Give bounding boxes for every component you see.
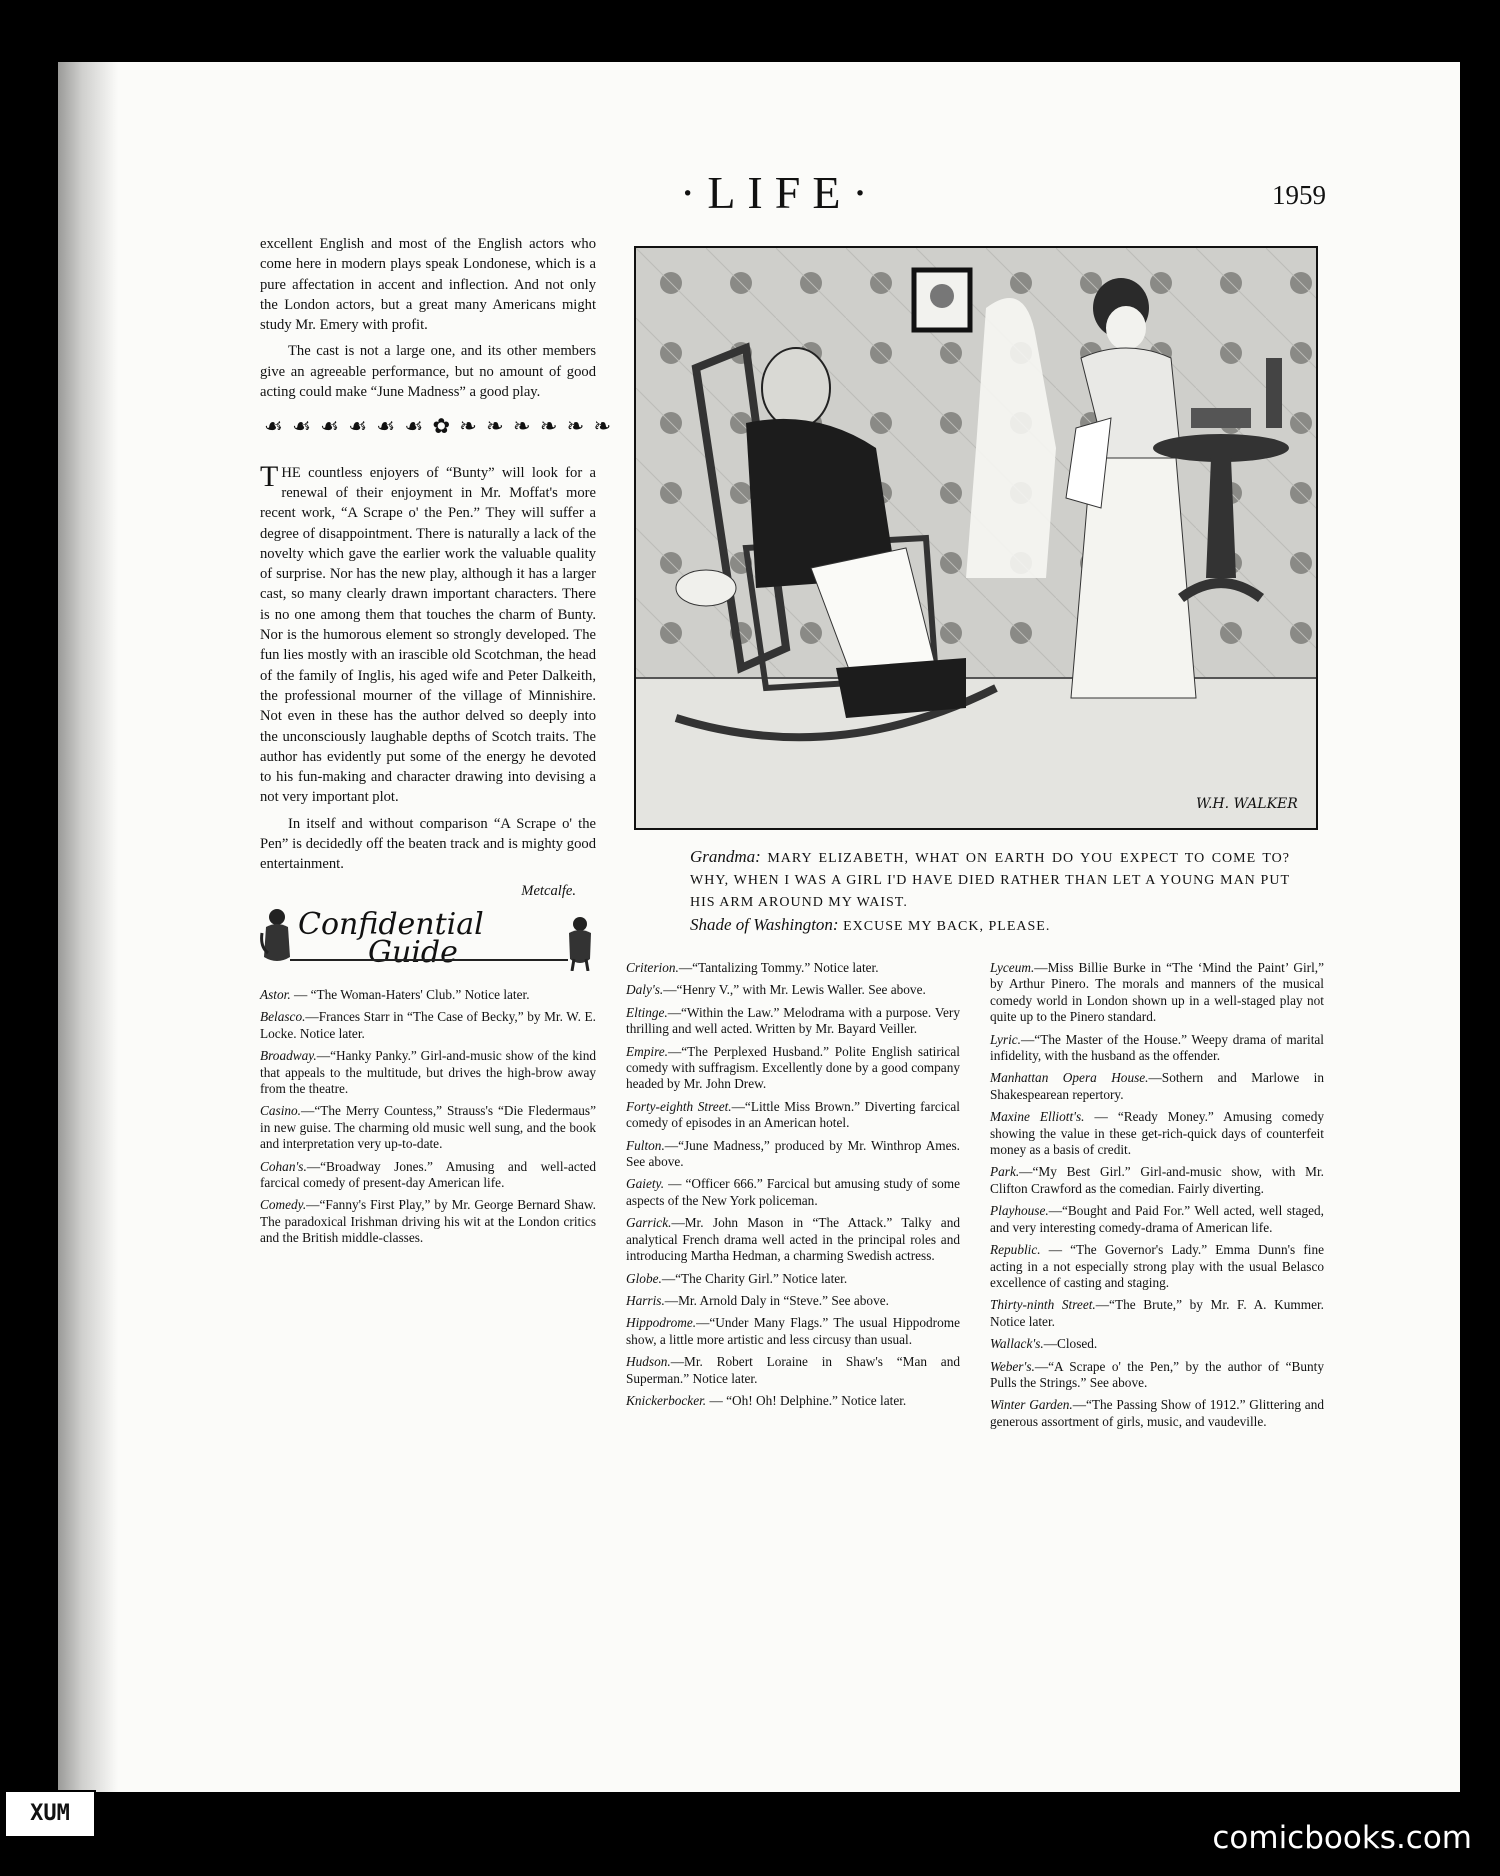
theatre-name: Republic. — [990, 1242, 1041, 1258]
guide-entry — [626, 1176, 960, 1209]
guide-entry — [626, 1215, 960, 1264]
entry-text: —“Hanky Panky.” Girl-and-music show of the kind that appeals to the multitude, but drives the high-brow away from the theatre. — [260, 1048, 596, 1096]
theatre-name: Criterion. — [626, 960, 679, 975]
guide-entry — [990, 1203, 1324, 1236]
column-review — [260, 234, 614, 1253]
entry-text: — “The Governor's Lady.” Emma Dunn's fine acting in a not especially strong play with the usual Belasco excellence of casting and staging. — [990, 1242, 1324, 1290]
page-number: 1959 — [1272, 180, 1326, 210]
review-paragraph: The cast is not a large one, and its other members give an agreeable performance, but no amount of good acting could make “June Madness” a good play. — [260, 343, 596, 401]
entry-text: —“My Best Girl.” Girl-and-music show, with Mr. Clifton Crawford as the comedian. Fairly diverting. — [990, 1164, 1324, 1196]
theatre-name: Thirty-ninth Street. — [990, 1297, 1096, 1313]
guide-entry — [626, 1315, 960, 1348]
guide-entry — [260, 987, 596, 1003]
masthead-title: ·LIFE· — [680, 167, 880, 218]
site-watermark: comicbooks.com — [1212, 1820, 1472, 1856]
guide-entry — [990, 1032, 1324, 1065]
theatre-name: Maxine Elliott's. — [990, 1109, 1085, 1125]
theatre-name: Broadway. — [260, 1048, 317, 1064]
cherub-left-icon — [260, 907, 294, 969]
guide-entry — [626, 1271, 960, 1287]
theatre-name: Lyric. — [990, 1031, 1021, 1047]
guide-entry — [990, 960, 1324, 1026]
guide-entry — [626, 982, 960, 998]
ornament-divider: ☙ ☙ ☙ ☙ ☙ ☙ ✿ ❧ ❧ ❧ ❧ ❧ ❧ — [264, 414, 614, 439]
entry-text: —“A Scrape o' the Pen,” by the author of “Bunty Pulls the Strings.” See above. — [990, 1358, 1324, 1390]
entry-text: —“Little Miss Brown.” Diverting farcical comedy of episodes in an American hotel. — [626, 1098, 960, 1131]
guide-title-line2: Guide — [368, 934, 458, 970]
theatre-name: Cohan's. — [260, 1158, 307, 1174]
bunty-paragraph: In itself and without comparison “A Scrape o' the Pen” is decidedly off the beaten track and is mighty good entertainment. — [260, 815, 596, 873]
entry-text: —Miss Billie Burke in “The ‘Mind the Paint’ Girl,” by Arthur Pinero. The morals and manners of the musical comedy world in London shown up in a well-staged play not quite up to the Pinero standard. — [990, 960, 1324, 1025]
theatre-name: Knickerbocker. — [626, 1392, 707, 1408]
theatre-name: Daly's. — [626, 982, 664, 998]
guide-entry — [626, 1293, 960, 1309]
theatre-name: Globe. — [626, 1270, 662, 1286]
entry-text: —“The Perplexed Husband.” Polite English satirical comedy with suffragism. Excellently done by a good company headed by Mr. John Drew. — [626, 1043, 960, 1092]
entry-text: — “The Woman-Haters' Club.” Notice later. — [290, 986, 530, 1002]
theatre-name: Belasco. — [260, 1009, 306, 1025]
guide-entry — [626, 1099, 960, 1132]
entry-text: —“Bought and Paid For.” Well acted, well staged, and very interesting comedy-drama of American life. — [990, 1203, 1324, 1235]
entry-text: —Mr. John Mason in “The Attack.” Talky and analytical French drama well acted in the principal roles and introducing Martha Hedman, a charming Swedish actress. — [626, 1215, 960, 1264]
entry-text: — “Oh! Oh! Delphine.” Notice later. — [706, 1392, 907, 1408]
caption-text: MARY ELIZABETH, WHAT ON EARTH DO YOU EXPECT TO COME TO? WHY, WHEN I WAS A GIRL I'D HAVE DIED RATHER THAN LET A YOUNG MAN PUT HIS ARM AROUND MY WAIST. — [690, 851, 1291, 910]
entry-text: —“June Madness,” produced by Mr. Winthrop Ames. See above. — [626, 1137, 960, 1170]
entry-text: —Sothern and Marlowe in Shakespearean repertory. — [990, 1070, 1324, 1102]
guide-entry — [260, 1159, 596, 1192]
theatre-name: Forty-eighth Street. — [626, 1098, 732, 1114]
cartoon-illustration — [634, 246, 1318, 830]
guide-entry — [990, 1297, 1324, 1330]
entry-text: —“The Merry Countess,” Strauss's “Die Fledermaus” in new guise. The charming old music well sung, and the book and interpretation very up-to-date. — [260, 1103, 596, 1152]
guide-entry — [990, 1070, 1324, 1103]
theatre-name: Lyceum. — [990, 960, 1035, 975]
guide-entry — [990, 1164, 1324, 1197]
artist-signature: W.H. WALKER — [1196, 796, 1298, 812]
binding-shadow — [58, 62, 118, 1792]
guide-entry — [990, 1109, 1324, 1158]
theatre-name: Park. — [990, 1164, 1020, 1180]
guide-list-col3 — [990, 960, 1324, 1436]
theatre-name: Gaiety. — [626, 1176, 665, 1192]
bunty-paragraph: THE countless enjoyers of “Bunty” will look for a renewal of their enjoyment in Mr. Moffat's more recent work, “A Scrape o' the Pen.” They will suffer a degree of disappointment. There is naturally a lack of the novelty which gave the earlier work the valuable quality of surprise. Nor has the new play, although it has a larger cast, so many clearly drawn important characters. There is no one among them that touches the charm of Bunty. Nor is the humorous element so strongly developed. The fun lies mostly with an irascible old Scotchman, the head of the family of Inglis, his aged wife and Peter Dalkeith, the professional mourner of the village of Minnishire. Not even in these has the author delved so deeply into the unconsciously laughable depths of Scotch traits. The author has evidently put some of the energy he devoted to his fun-making and character drawing into devising a not very important plot. — [260, 459, 596, 806]
guide-entry — [626, 1354, 960, 1387]
guide-title-line1: Confidential — [298, 906, 484, 942]
entry-text: —“The Charity Girl.” Notice later. — [661, 1270, 848, 1286]
entry-text: — “Officer 666.” Farcical but amusing study of some aspects of the New York policeman. — [626, 1176, 960, 1208]
guide-entry — [990, 1359, 1324, 1392]
entry-text: —“Fanny's First Play,” by Mr. George Bernard Shaw. The paradoxical Irishman driving his wit at the London critics and the British middle-classes. — [260, 1197, 596, 1246]
entry-text: —“Tantalizing Tommy.” Notice later. — [678, 960, 879, 975]
guide-entry — [626, 1005, 960, 1038]
guide-entry — [260, 1197, 596, 1246]
guide-underline — [290, 959, 568, 961]
guide-entry — [260, 1048, 596, 1097]
entry-text: —Mr. Arnold Daly in “Steve.” See above. — [664, 1292, 889, 1308]
entry-text: —Frances Starr in “The Case of Becky,” by Mr. W. E. Locke. Notice later. — [260, 1009, 596, 1041]
theatre-name: Playhouse. — [990, 1203, 1049, 1219]
cherub-right-icon — [564, 915, 596, 971]
review-paragraph: excellent English and most of the English actors who come here in modern plays speak Londonese, which is a pure affectation in accent and inflection. And not only the London actors, but a great many Americans might study Mr. Emery with profit. — [260, 236, 596, 334]
guide-entry — [626, 1138, 960, 1171]
entry-text: —“The Master of the House.” Weepy drama of marital infidelity, with the husband as the offender. — [990, 1031, 1324, 1064]
entry-text: —“The Passing Show of 1912.” Glittering and generous assortment of girls, music, and vaudeville. — [990, 1397, 1324, 1429]
scan-label: XUM — [4, 1790, 96, 1838]
theatre-name: Manhattan Opera House. — [990, 1070, 1149, 1086]
guide-entry — [990, 1397, 1324, 1430]
theatre-name: Weber's. — [990, 1358, 1035, 1374]
theatre-name: Comedy. — [260, 1197, 307, 1213]
caption-speaker: Grandma: — [690, 847, 761, 866]
cartoon-drawing — [636, 248, 1316, 828]
guide-entry — [990, 1242, 1324, 1291]
theatre-name: Hudson. — [626, 1354, 671, 1370]
entry-text: —“The Brute,” by Mr. F. A. Kummer. Notice later. — [990, 1297, 1324, 1329]
theatre-name: Eltinge. — [626, 1004, 668, 1020]
entry-text: —“Within the Law.” Melodrama with a purpose. Very thrilling and well acted. Written by Mr. Bayard Veiller. — [626, 1004, 960, 1037]
guide-entry — [260, 1009, 596, 1042]
guide-list-col1 — [260, 987, 596, 1247]
entry-text: —“Under Many Flags.” The usual Hippodrome show, a little more artistic and less circusy than usual. — [626, 1315, 960, 1347]
cartoon-caption — [690, 846, 1290, 938]
theatre-name: Astor. — [260, 986, 291, 1002]
entry-text: —“Henry V.,” with Mr. Lewis Waller. See above. — [663, 982, 926, 998]
entry-text: —“Broadway Jones.” Amusing and well-acted farcical comedy of present-day American life. — [260, 1158, 596, 1190]
guide-list-col2 — [626, 960, 960, 1415]
caption-text: EXCUSE MY BACK, PLEASE. — [843, 919, 1051, 934]
theatre-name: Harris. — [626, 1292, 665, 1308]
guide-entry — [626, 960, 960, 976]
guide-entry — [626, 1044, 960, 1093]
theatre-name: Casino. — [260, 1103, 302, 1119]
guide-entry — [260, 1103, 596, 1152]
entry-text: — “Ready Money.” Amusing comedy showing the value in these get-rich-quick days of counterfeit money as a basis of credit. — [990, 1109, 1324, 1158]
caption-speaker: Shade of Washington: — [690, 915, 839, 934]
guide-entry — [990, 1336, 1324, 1352]
theatre-name: Empire. — [626, 1043, 668, 1059]
entry-text: —Closed. — [1043, 1336, 1098, 1352]
theatre-name: Wallack's. — [990, 1336, 1044, 1352]
theatre-name: Garrick. — [626, 1215, 672, 1231]
guide-entry — [626, 1393, 960, 1409]
confidential-guide-heading — [260, 901, 596, 981]
theatre-name: Fulton. — [626, 1137, 665, 1153]
theatre-name: Hippodrome. — [626, 1315, 697, 1331]
entry-text: —Mr. Robert Loraine in Shaw's “Man and Superman.” Notice later. — [626, 1354, 960, 1386]
theatre-name: Winter Garden. — [990, 1397, 1073, 1413]
review-signature: Metcalfe. — [521, 882, 576, 899]
